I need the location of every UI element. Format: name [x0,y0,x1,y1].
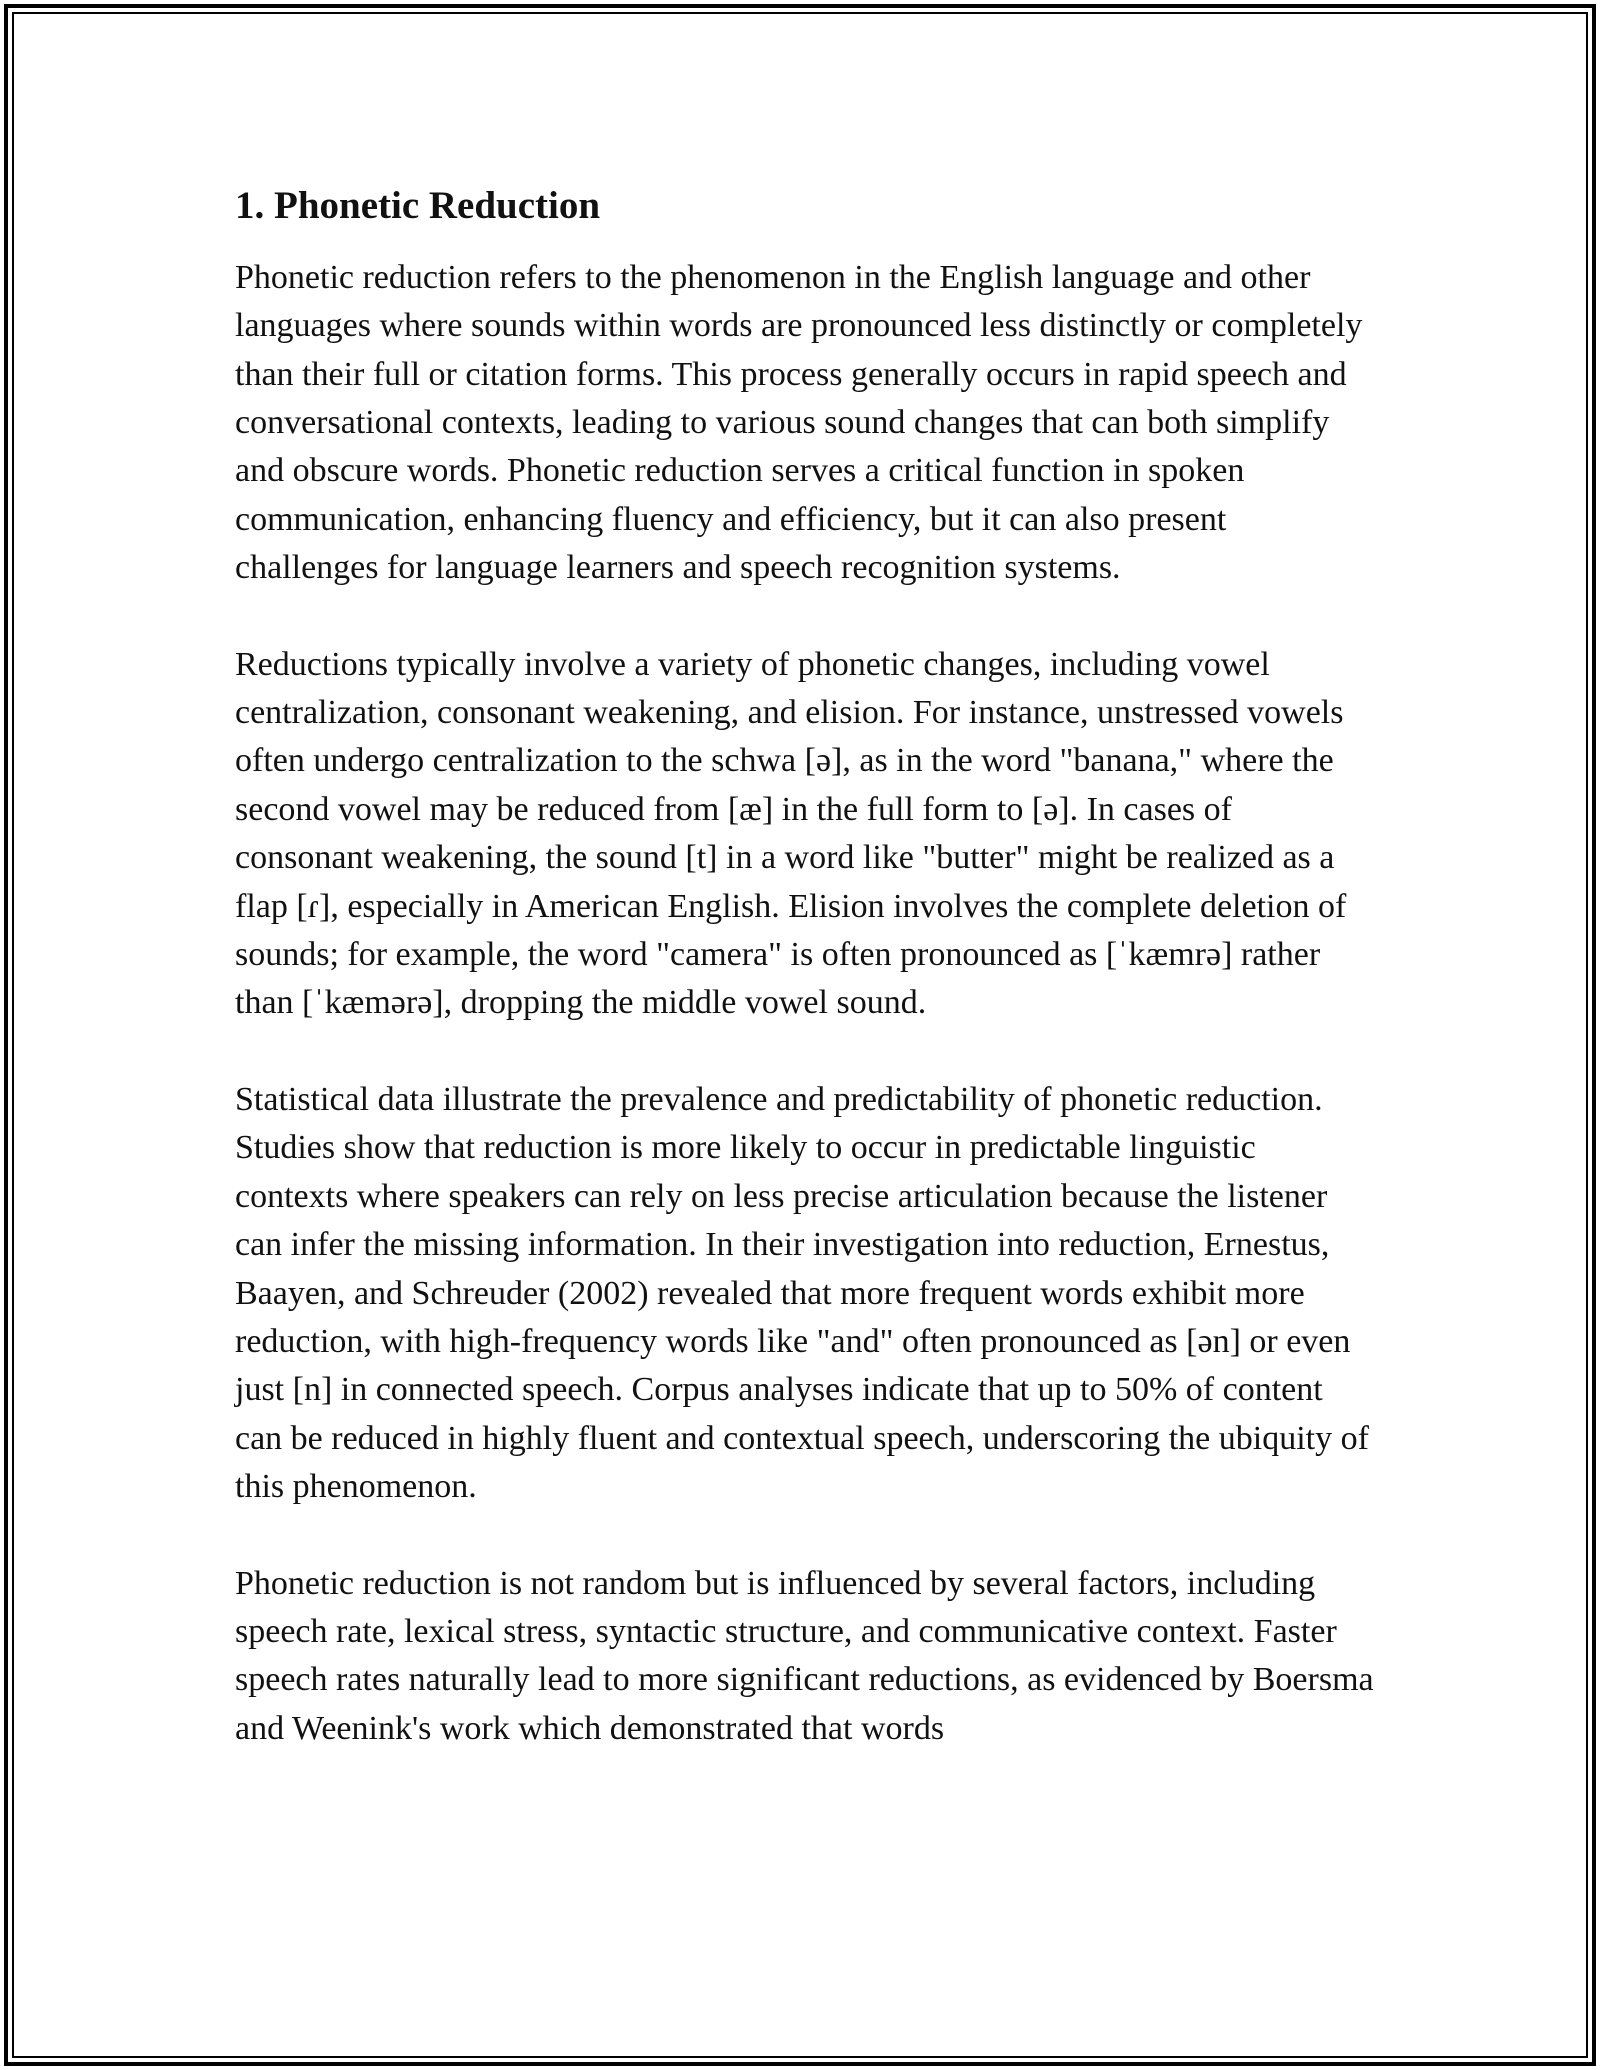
paragraph-influencing-factors: Phonetic reduction is not random but is influenced by several factors, including speech rate, lexical stress, syntactic structure, and communicative context. Faster speech rates naturally lead to more significant reductions, as evidenced by Boersma and Weenink's work which demonstrated that words [235,1564,1374,1747]
document-content [235,183,1375,1801]
paragraph-statistical-data: Statistical data illustrate the prevalence and predictability of phonetic reduction. Studies show that reduction is more likely to occur in predictable linguistic contexts where speakers can rely on less precise articulation because the listener can infer the missing information. In their investigation into reduction, Ernestus, Baayen, and Schreuder (2002) revealed that more frequent words exhibit more reduction, with high-frequency words like "and" often pronounced as [ən] or even just [n] in connected speech. Corpus analyses indicate that up to 50% of content can be reduced in highly fluent and contextual speech, underscoring the ubiquity of this phenomenon. [235,1080,1369,1506]
paragraph-definition: Phonetic reduction refers to the phenomenon in the English language and other languages where sounds within words are pronounced less distinctly or completely than their full or citation forms. This process generally occurs in rapid speech and conversational contexts, leading to various sound changes that can both simplify and obscure words. Phonetic reduction serves a critical function in spoken communication, enhancing fluency and efficiency, but it can also present challenges for language learners and speech recognition systems. [235,258,1363,587]
section-title: 1. Phonetic Reduction [235,184,601,227]
paragraph-reduction-types: Reductions typically involve a variety of phonetic changes, including vowel centralization, consonant weakening, and elision. For instance, unstressed vowels often undergo centralization to the schwa [ə], as in the word "banana," where the second vowel may be reduced from [æ] in the full form to [ə]. In cases of consonant weakening, the sound [t] in a word like "butter" might be realized as a flap [ɾ], especially in American English. Elision involves the complete deletion of sounds; for example, the word "camera" is often pronounced as [ˈkæmrə] rather than [ˈkæmərə], dropping the middle vowel sound. [235,645,1347,1022]
